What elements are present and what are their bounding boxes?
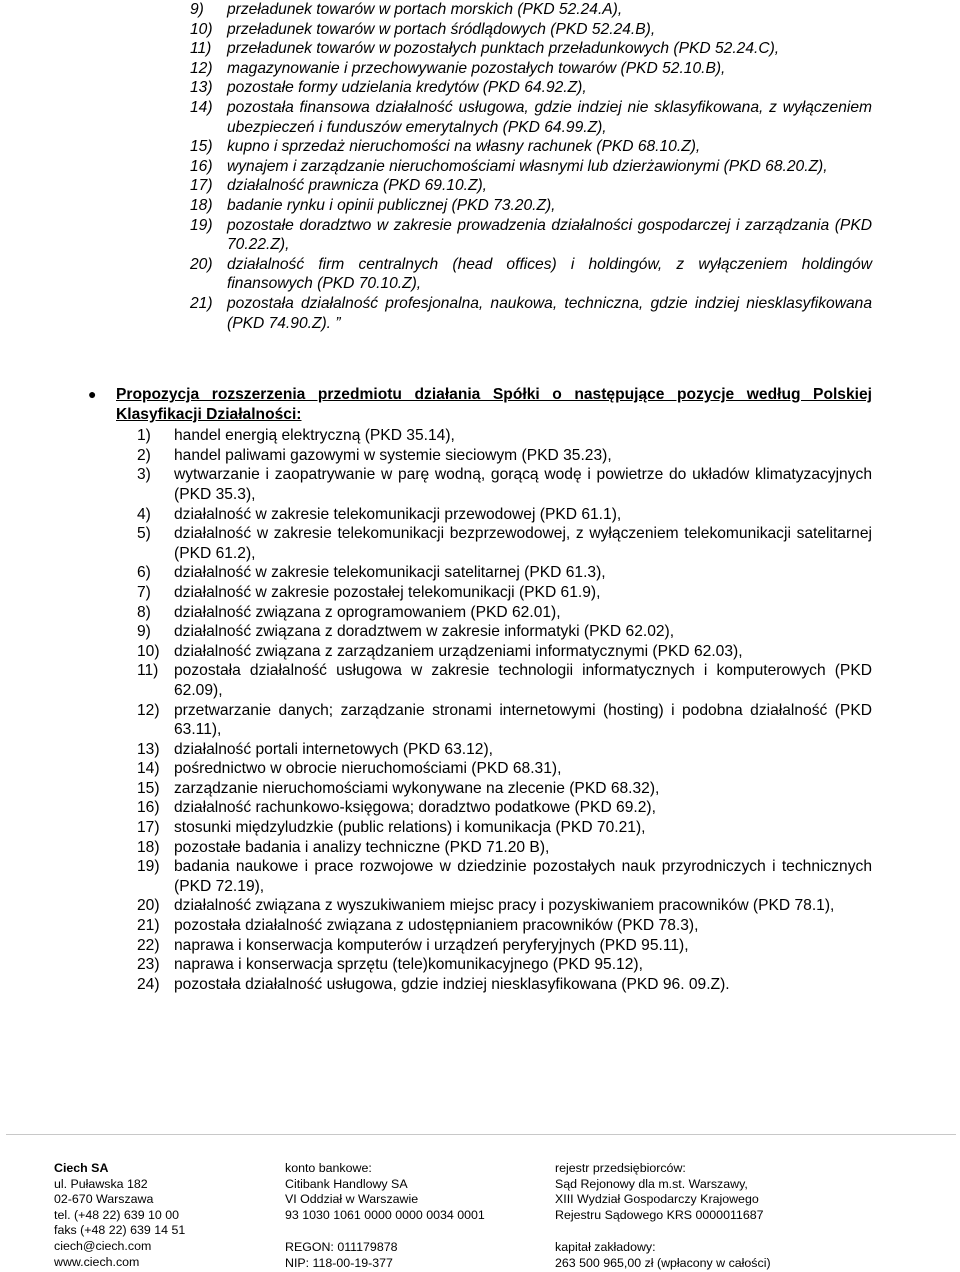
item-number: 4) bbox=[137, 505, 151, 523]
item-text: pozostałe doradztwo w zakresie prowadzenia działalności gospodarczej i zarządzania (PKD 70.22.Z), bbox=[227, 216, 872, 254]
item-text: działalność związana z oprogramowaniem (PKD 62.01), bbox=[174, 603, 561, 621]
item-text: pozostała działalność profesjonalna, naukowa, techniczna, gdzie indziej niesklasyfikowana (PKD 74.90.Z). ” bbox=[227, 294, 872, 332]
item-text: badania naukowe i prace rozwojowe w dziedzinie pozostałych nauk przyrodniczych i technicznych (PKD 72.19), bbox=[174, 858, 872, 895]
item-text: działalność związana z wyszukiwaniem miejsc pracy i pozyskiwaniem pracowników (PKD 78.1), bbox=[174, 897, 835, 915]
item-number: 16) bbox=[137, 799, 160, 817]
item-text: przetwarzanie danych; zarządzanie stronami internetowymi (hosting) i podobna działalność (PKD 63.11), bbox=[174, 701, 872, 739]
list-item bbox=[137, 505, 872, 525]
item-number: 6) bbox=[137, 564, 151, 582]
list-item bbox=[137, 701, 872, 740]
registry-krs: Rejestru Sądowego KRS 0000011687 bbox=[555, 1207, 764, 1222]
company-city: 02-670 Warszawa bbox=[54, 1192, 154, 1207]
registry-department: XIII Wydział Gospodarczy Krajowego bbox=[555, 1192, 759, 1207]
item-number: 2) bbox=[137, 446, 151, 464]
list-item bbox=[190, 294, 872, 333]
item-number: 17) bbox=[137, 819, 160, 837]
item-text: wynajem i zarządzanie nieruchomościami własnymi lub dzierżawionymi (PKD 68.20.Z), bbox=[227, 157, 828, 175]
item-text: pozostała finansowa działalność usługowa, gdzie indziej nie sklasyfikowana, z wyłączeniem ubezpieczeń i funduszów emerytalnych (PKD 64.99.Z), bbox=[227, 98, 872, 136]
item-text: pośrednictwo w obrocie nieruchomościami (PKD 68.31), bbox=[174, 760, 562, 778]
list-item bbox=[137, 936, 872, 956]
item-text: naprawa i konserwacja komputerów i urządzeń peryferyjnych (PKD 95.11), bbox=[174, 936, 689, 954]
item-number: 13) bbox=[190, 79, 213, 97]
item-number: 11) bbox=[137, 662, 159, 680]
item-number: 15) bbox=[137, 779, 160, 797]
list-item bbox=[190, 157, 872, 177]
company-website: www.ciech.com bbox=[54, 1254, 140, 1269]
footer-divider bbox=[6, 1134, 956, 1135]
regon-number: REGON: 011179878 bbox=[285, 1240, 398, 1255]
capital-value: 263 500 965,00 zł (wpłacony w całości) bbox=[555, 1255, 771, 1270]
item-number: 23) bbox=[137, 956, 160, 974]
list-item bbox=[137, 642, 872, 662]
item-text: działalność związana z doradztwem w zakresie informatyki (PKD 62.02), bbox=[174, 623, 675, 641]
item-number: 15) bbox=[190, 138, 213, 156]
item-text: działalność w zakresie pozostałej telekomunikacji (PKD 61.9), bbox=[174, 583, 601, 601]
item-text: przeładunek towarów w pozostałych punktach przeładunkowych (PKD 52.24.C), bbox=[227, 40, 780, 58]
footer-bank-info bbox=[285, 1161, 485, 1272]
list-item bbox=[137, 465, 872, 504]
list-item bbox=[190, 20, 872, 40]
item-number: 18) bbox=[190, 196, 213, 214]
item-text: badanie rynku i opinii publicznej (PKD 73.20.Z), bbox=[227, 196, 556, 214]
item-number: 21) bbox=[190, 294, 213, 312]
item-text: kupno i sprzedaż nieruchomości na własny rachunek (PKD 68.10.Z), bbox=[227, 138, 701, 156]
item-number: 22) bbox=[137, 936, 160, 954]
list-item bbox=[190, 98, 872, 137]
list-item bbox=[137, 955, 872, 975]
list-item bbox=[137, 740, 872, 760]
item-text: pozostała działalność usługowa, gdzie indziej niesklasyfikowana (PKD 96. 09.Z). bbox=[174, 975, 730, 993]
item-number: 18) bbox=[137, 838, 160, 856]
list-item bbox=[137, 426, 872, 446]
company-name: Ciech SA bbox=[54, 1161, 109, 1175]
list-item bbox=[137, 583, 872, 603]
list-item bbox=[137, 916, 872, 936]
bank-branch: VI Oddział w Warszawie bbox=[285, 1192, 419, 1207]
item-text: działalność związana z zarządzaniem urządzeniami informatycznymi (PKD 62.03), bbox=[174, 642, 743, 660]
item-text: pozostała działalność usługowa w zakresie technologii informatycznych i komputerowych (PKD 62.09), bbox=[174, 662, 872, 699]
item-text: działalność portali internetowych (PKD 63.12), bbox=[174, 740, 493, 758]
item-text: przeładunek towarów w portach śródlądowych (PKD 52.24.B), bbox=[227, 20, 656, 38]
registry-label: rejestr przedsiębiorców: bbox=[555, 1161, 686, 1175]
capital-label: kapitał zakładowy: bbox=[555, 1240, 656, 1255]
item-number: 10) bbox=[137, 642, 160, 660]
list-item bbox=[137, 857, 872, 896]
item-number: 14) bbox=[137, 760, 160, 778]
nip-number: NIP: 118-00-19-377 bbox=[285, 1255, 393, 1270]
item-text: naprawa i konserwacja sprzętu (tele)komunikacyjnego (PKD 95.12), bbox=[174, 956, 643, 974]
item-text: wytwarzanie i zaopatrywanie w parę wodną, gorącą wodę i powietrze do układów klimatyzacyjnych (PKD 35.3), bbox=[174, 466, 872, 503]
list-item bbox=[190, 196, 872, 216]
item-text: stosunki międzyludzkie (public relations) i komunikacja (PKD 70.21), bbox=[174, 819, 646, 837]
list-item bbox=[137, 896, 872, 916]
company-phone: tel. (+48 22) 639 10 00 bbox=[54, 1207, 180, 1222]
item-number: 10) bbox=[190, 20, 213, 38]
item-text: zarządzanie nieruchomościami wykonywane na zlecenie (PKD 68.32), bbox=[174, 779, 660, 797]
list-item bbox=[137, 622, 872, 642]
list-item bbox=[190, 0, 872, 20]
company-street: ul. Puławska 182 bbox=[54, 1176, 148, 1191]
item-text: pozostałe formy udzielania kredytów (PKD 64.92.Z), bbox=[227, 79, 587, 97]
list-item bbox=[137, 798, 872, 818]
extension-proposal-section bbox=[88, 385, 872, 994]
item-number: 20) bbox=[137, 897, 160, 915]
list-item bbox=[137, 779, 872, 799]
item-number: 9) bbox=[190, 1, 204, 18]
item-number: 16) bbox=[190, 157, 213, 175]
item-text: działalność w zakresie telekomunikacji bezprzewodowej, z wyłączeniem telekomunikacji satelitarnej (PKD 61.2), bbox=[174, 525, 872, 562]
section-heading bbox=[88, 385, 872, 424]
item-text: przeładunek towarów w portach morskich (PKD 52.24.A), bbox=[227, 1, 623, 18]
footer-registry-info bbox=[555, 1161, 771, 1272]
item-number: 3) bbox=[137, 466, 151, 484]
item-number: 8) bbox=[137, 603, 151, 621]
list-item bbox=[190, 39, 872, 59]
item-number: 5) bbox=[137, 525, 151, 543]
registry-court: Sąd Rejonowy dla m.st. Warszawy, bbox=[555, 1176, 748, 1191]
bullet-icon: ● bbox=[88, 386, 97, 402]
item-text: działalność w zakresie telekomunikacji przewodowej (PKD 61.1), bbox=[174, 505, 622, 523]
bank-account: 93 1030 1061 0000 0000 0034 0001 bbox=[285, 1207, 485, 1222]
bank-name: Citibank Handlowy SA bbox=[285, 1176, 408, 1191]
list-item bbox=[137, 563, 872, 583]
list-item bbox=[190, 137, 872, 157]
list-item bbox=[190, 78, 872, 98]
item-number: 21) bbox=[137, 917, 160, 935]
item-text: działalność prawnicza (PKD 69.10.Z), bbox=[227, 177, 488, 195]
list-item bbox=[137, 446, 872, 466]
item-number: 12) bbox=[190, 59, 213, 77]
list-item bbox=[137, 759, 872, 779]
item-number: 9) bbox=[137, 623, 151, 641]
item-text: działalność rachunkowo-księgowa; doradztwo podatkowe (PKD 69.2), bbox=[174, 799, 656, 817]
item-text: pozostała działalność związana z udostępnianiem pracowników (PKD 78.3), bbox=[174, 917, 699, 935]
company-email: ciech@ciech.com bbox=[54, 1238, 152, 1253]
list-item bbox=[137, 818, 872, 838]
proposed-activity-list bbox=[137, 426, 872, 994]
item-text: magazynowanie i przechowywanie pozostałych towarów (PKD 52.10.B), bbox=[227, 59, 726, 77]
item-number: 19) bbox=[137, 858, 160, 876]
list-item bbox=[137, 524, 872, 563]
item-number: 13) bbox=[137, 740, 160, 758]
list-item bbox=[137, 661, 872, 700]
bank-label: konto bankowe: bbox=[285, 1161, 372, 1175]
item-number: 17) bbox=[190, 177, 213, 195]
list-item bbox=[137, 838, 872, 858]
item-number: 7) bbox=[137, 583, 151, 601]
item-number: 1) bbox=[137, 427, 151, 445]
item-number: 12) bbox=[137, 701, 160, 719]
list-item bbox=[190, 216, 872, 255]
item-number: 19) bbox=[190, 216, 213, 234]
footer-company-info bbox=[54, 1161, 185, 1270]
list-item bbox=[137, 603, 872, 623]
item-number: 24) bbox=[137, 975, 160, 993]
italic-activity-list bbox=[190, 0, 872, 333]
section-title: Propozycja rozszerzenia przedmiotu działania Spółki o następujące pozycje według Polskiej Klasyfikacji Działalności: bbox=[116, 386, 872, 423]
item-text: pozostałe badania i analizy techniczne (PKD 71.20 B), bbox=[174, 838, 550, 856]
company-fax: faks (+48 22) 639 14 51 bbox=[54, 1223, 186, 1238]
list-item bbox=[137, 975, 872, 995]
item-text: działalność w zakresie telekomunikacji satelitarnej (PKD 61.3), bbox=[174, 564, 606, 582]
list-item bbox=[190, 255, 872, 294]
item-number: 14) bbox=[190, 98, 213, 116]
list-item bbox=[190, 176, 872, 196]
item-text: działalność firm centralnych (head offices) i holdingów, z wyłączeniem holdingów finansowych (PKD 70.10.Z), bbox=[227, 255, 872, 293]
list-item bbox=[190, 59, 872, 79]
item-number: 11) bbox=[190, 40, 212, 58]
item-text: handel paliwami gazowymi w systemie sieciowym (PKD 35.23), bbox=[174, 446, 612, 464]
item-number: 20) bbox=[190, 255, 213, 273]
item-text: handel energią elektryczną (PKD 35.14), bbox=[174, 427, 455, 445]
